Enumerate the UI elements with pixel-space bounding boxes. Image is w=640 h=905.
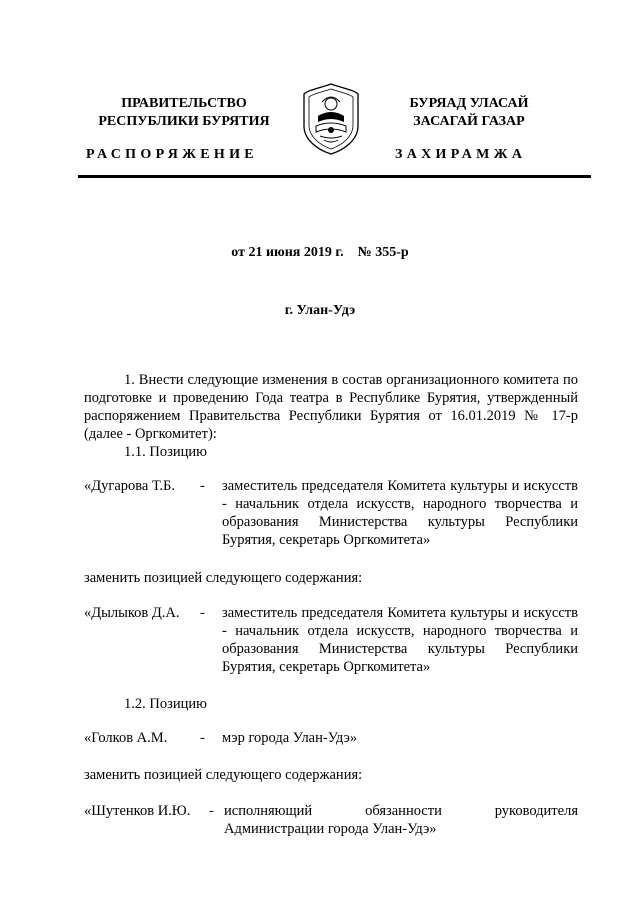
document-number: № 355-р: [357, 245, 409, 260]
government-name-line1: ПРАВИТЕЛЬСТВО: [121, 96, 247, 111]
government-name-russian: [84, 95, 284, 131]
government-name-buryat-line1: БУРЯАД УЛАСАЙ: [409, 96, 529, 111]
government-name-buryat-line2: ЗАСАГАЙ ГАЗАР: [413, 114, 525, 129]
document-city: г. Улан-Удэ: [284, 303, 356, 318]
position-4-name: «Шутенков И.Ю.: [84, 803, 191, 819]
header-divider: [78, 175, 591, 178]
position-3-description: мэр города Улан-Удэ»: [222, 730, 358, 746]
document-date-number: [0, 245, 640, 261]
replace-text-1: заменить позицией следующего содержания:: [84, 570, 363, 586]
government-name-buryat: [384, 95, 554, 131]
position-1-dash: -: [200, 478, 205, 494]
buryatia-coat-of-arms-icon: [300, 82, 362, 156]
document-type-buryat: ЗАХИРАМЖА: [395, 147, 527, 162]
item-1-2: 1.2. Позицию: [124, 696, 207, 712]
item-1-1: 1.1. Позицию: [124, 444, 207, 460]
position-4-dash: -: [209, 803, 214, 819]
position-4-description: исполняющий обязанности руководителя Администрации города Улан-Удэ»: [224, 803, 578, 837]
position-1-name: «Дугарова Т.Б.: [84, 478, 175, 494]
position-2-name: «Дылыков Д.А.: [84, 605, 180, 621]
position-3-name: «Голков А.М.: [84, 730, 168, 746]
government-name-line2: РЕСПУБЛИКИ БУРЯТИЯ: [98, 114, 270, 129]
position-3-dash: -: [200, 730, 205, 746]
position-2-dash: -: [200, 605, 205, 621]
document-date: от 21 июня 2019 г.: [231, 245, 344, 260]
paragraph-1: 1. Внести следующие изменения в состав организационного комитета по подготовке и проведению Года театра в Республике Бурятия, утвержденный распоряжением Правительства Республики Бурятия от 16.01.2019 № 17-р (далее - Оргкомитет):: [84, 372, 578, 442]
replace-text-2: заменить позицией следующего содержания:: [84, 767, 363, 783]
document-type-russian: РАСПОРЯЖЕНИЕ: [86, 147, 258, 162]
position-1-description: заместитель председателя Комитета культуры и искусств - начальник отдела искусств, народного творчества и образования Министерства культуры Республики Бурятия, секретарь Оргкомитета»: [222, 478, 578, 548]
position-2-description: заместитель председателя Комитета культуры и искусств - начальник отдела искусств, народного творчества и образования Министерства культуры Республики Бурятия, секретарь Оргкомитета»: [222, 605, 578, 675]
